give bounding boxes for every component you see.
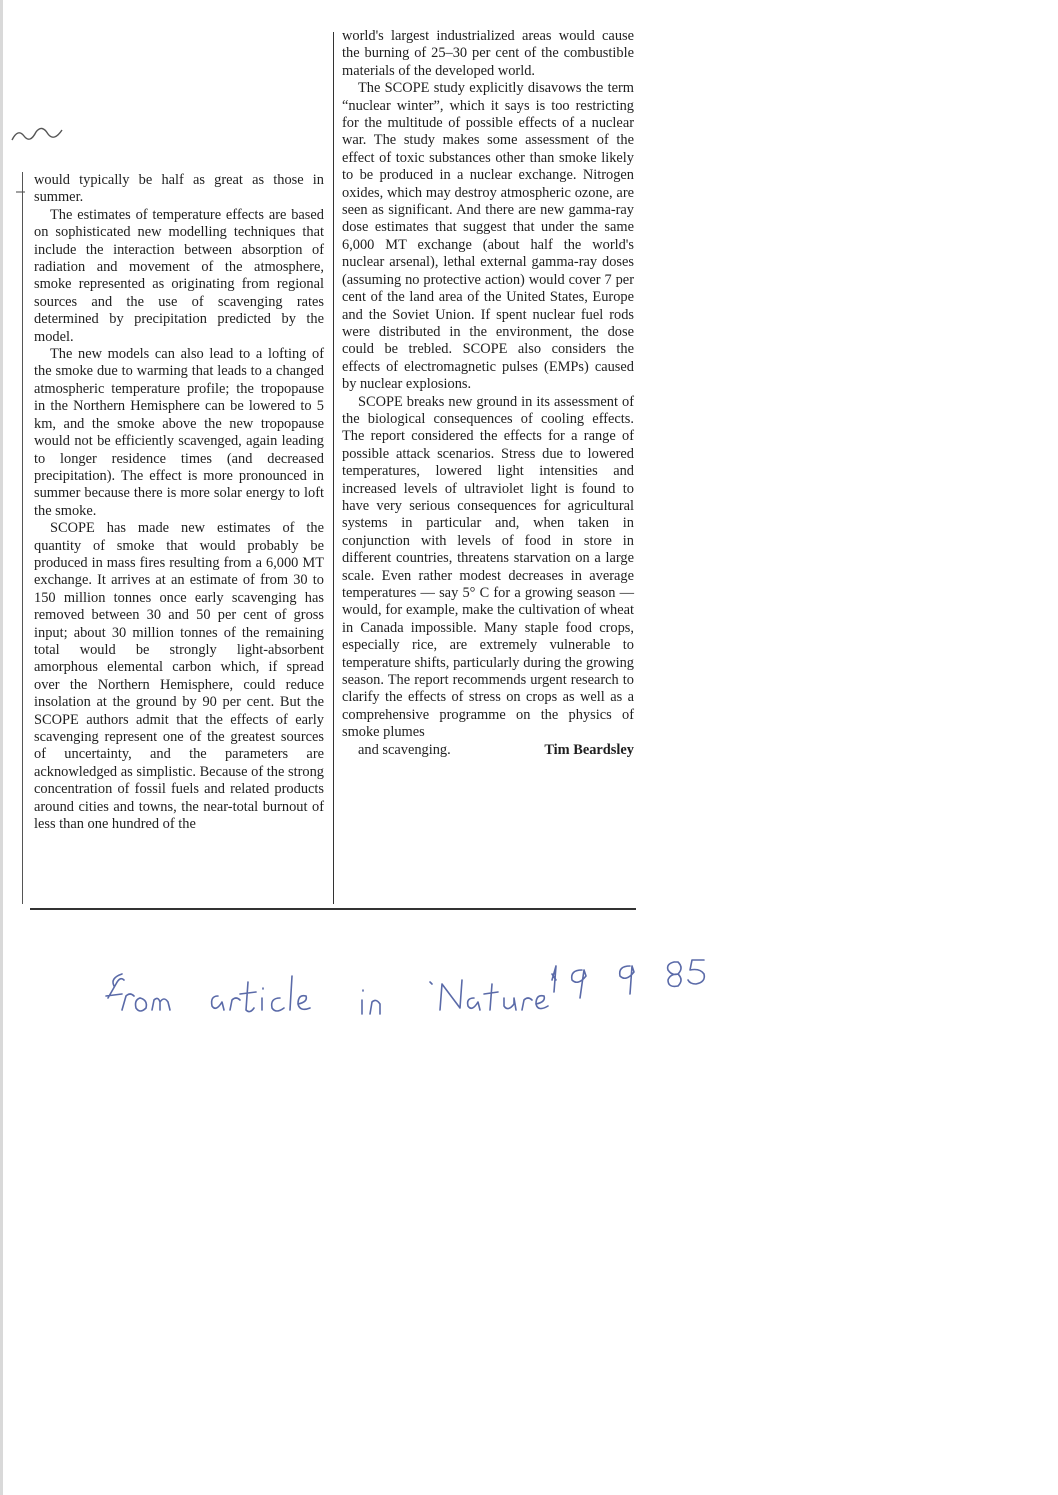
paragraph: SCOPE breaks new ground in its assessment of the biological consequences of cooling effects. The report considered the effects for a range of possible attack scenarios. Stress due to lowered temperatures, lowered light intensities and increased levels of ultraviolet light is found to have very serious consequences for agricultural systems in particular and, when taken in conjunction with levels of food in store in different countries, threatens starvation on a large scale. Even rather modest decreases in average temperatures — say 5° C for a growing season — would, for example, make the cultivation of wheat in Canada impossible. Many staple food crops, especially rice, are extremely vulnerable to temperature shifts, particularly during the growing season. The report recommends urgent research to clarify the effects of stress on crops as well as a comprehensive programme on the physics of smoke plumes — [342, 393, 634, 741]
margin-tick-icon — [14, 172, 26, 212]
paragraph: The estimates of temperature effects are based on sophisticated new modelling techniques that include the interaction between absorption of radiation and movement of the atmosphere, smoke represented as originating from regional sources and the use of scavenging rates determined by precipitation predicted by the model. — [34, 206, 324, 345]
column-divider — [333, 32, 334, 904]
paragraph: SCOPE has made new estimates of the quantity of smoke that would probably be produced in mass fires resulting from a 6,000 MT exchange. It arrives at an estimate of from 30 to 150 million tonnes once early scavenging has removed between 30 and 50 per cent of gross input; about 30 million tonnes of the remaining total would be strongly light-absorbent amorphous elemental carbon which, if spread over the Northern Hemisphere, could reduce insolation at the ground by 90 per cent. But the SCOPE authors admit that the effects of early scavenging represent one of the greatest sources of uncertainty, and the parameters are acknowledged as simplistic. Because of the strong concentration of fossil fuels and related products around cities and towns, the near-total burnout of less than one hundred of the — [34, 520, 324, 833]
author-byline: Tim Beardsley — [544, 741, 634, 758]
closing-text: and scavenging. — [358, 741, 451, 758]
paragraph: The SCOPE study explicitly disavows the term “nuclear winter”, which it says is too restricting for the multitude of possible effects of a nuclear war. The study makes some assessment of the effect of toxic substances other than smoke likely to be produced in a nuclear exchange. Nitrogen oxides, which may destroy atmospheric ozone, are seen as significant. And there are new gamma-ray dose estimates that suggest that under the same 6,000 MT exchange (about half the world's nuclear arsenal), lethal external gamma-ray doses (assuming no protective action) would cover 7 per cent of the land area of the United States, Europe and the Soviet Union. If spent nuclear fuel rods were distributed in the environment, the dose could be trebled. SCOPE also considers the effects of electromagnetic pulses (EMPs) caused by nuclear explosions. — [342, 80, 634, 393]
paragraph: The new models can also lead to a lofting of the smoke due to warming that leads to a changed atmospheric temperature profile; the tropopause in the Northern Hemisphere can be lowered to 5 km, and the smoke above the new tropopause would not be efficiently scavenged, again leading to longer residence times (and decreased precipitation). The effect is more pronounced in summer because there is more solar energy to loft the smoke. — [34, 346, 324, 519]
paragraph: world's largest industrialized areas would cause the burning of 25–30 per cent of the combustible materials of the developed world. — [342, 28, 634, 79]
handwritten-note-drawing — [100, 940, 720, 1050]
left-column-rule — [22, 172, 23, 904]
paragraph: would typically be half as great as those in summer. — [34, 172, 324, 206]
closing-line — [342, 742, 634, 759]
right-column — [342, 28, 634, 759]
handwritten-annotation — [100, 940, 720, 1050]
pencil-squiggle-icon — [10, 122, 66, 146]
article-bottom-rule — [30, 908, 636, 910]
left-column — [34, 172, 324, 833]
